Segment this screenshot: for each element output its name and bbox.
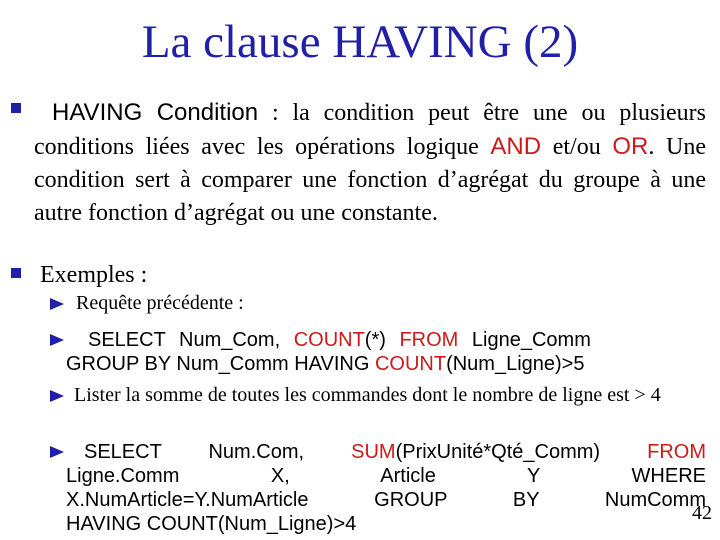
query1-text-d: GROUP BY Num_Comm HAVING xyxy=(66,353,375,375)
query-example-1 xyxy=(66,328,706,376)
arrow-bullet-icon xyxy=(50,446,64,458)
query1-text-a: SELECT Num_Com, xyxy=(88,329,294,351)
arrow-bullet-icon xyxy=(50,390,64,402)
query-example-2 xyxy=(66,440,706,536)
previous-query-label: Requête précédente : xyxy=(76,292,244,314)
query2-text-b: (PrixUnité*Qté_Comm) xyxy=(395,441,648,463)
examples-heading xyxy=(34,259,706,292)
and-keyword: AND xyxy=(490,133,542,160)
arrow-bullet-icon xyxy=(50,334,64,346)
paragraph-text-a: : la condition peut être une ou plusieurs conditions liées avec les opérations logique xyxy=(34,100,706,160)
query2-text-a: SELECT Num.Com, xyxy=(84,441,352,463)
query1-text-c: Ligne_Comm xyxy=(458,329,591,351)
query1-line1 xyxy=(66,328,706,352)
paragraph-text-b: et/ou xyxy=(541,134,613,160)
sum-keyword: SUM xyxy=(351,441,396,463)
query2-line3: X.NumArticle=Y.NumArticle GROUP BY NumComm xyxy=(66,489,706,511)
from-keyword: FROM xyxy=(399,329,459,351)
or-keyword: OR xyxy=(612,133,649,160)
count-keyword: COUNT xyxy=(374,353,447,375)
query2-line4: HAVING COUNT(Num_Ligne)>4 xyxy=(66,513,357,535)
arrow-bullet-icon xyxy=(50,298,64,310)
query1-text-b: (*) xyxy=(364,329,400,351)
from-keyword: FROM xyxy=(647,441,707,463)
query2-line2: Ligne.Comm X, Article Y WHERE xyxy=(66,465,706,487)
query1-text-e: (Num_Ligne)>5 xyxy=(446,353,585,375)
slide-title: La clause HAVING (2) xyxy=(141,16,579,68)
having-condition-term: HAVING Condition xyxy=(52,99,259,126)
having-condition-paragraph xyxy=(34,96,706,230)
query1-line2 xyxy=(66,352,706,376)
paragraph-text-c: . Une condition sert à comparer une fonction d’agrégat du groupe à une autre fonction d’agrégat ou une constante. xyxy=(34,134,707,226)
square-bullet-icon xyxy=(11,103,21,113)
page-number: 42 xyxy=(692,502,712,524)
examples-label: Exemples : xyxy=(40,262,148,288)
query2-line1 xyxy=(66,440,706,464)
count-keyword: COUNT xyxy=(293,329,365,351)
sum-query-description: Lister la somme de toutes les commandes dont le nombre de ligne est > 4 xyxy=(74,384,661,406)
square-bullet-icon xyxy=(11,268,21,278)
